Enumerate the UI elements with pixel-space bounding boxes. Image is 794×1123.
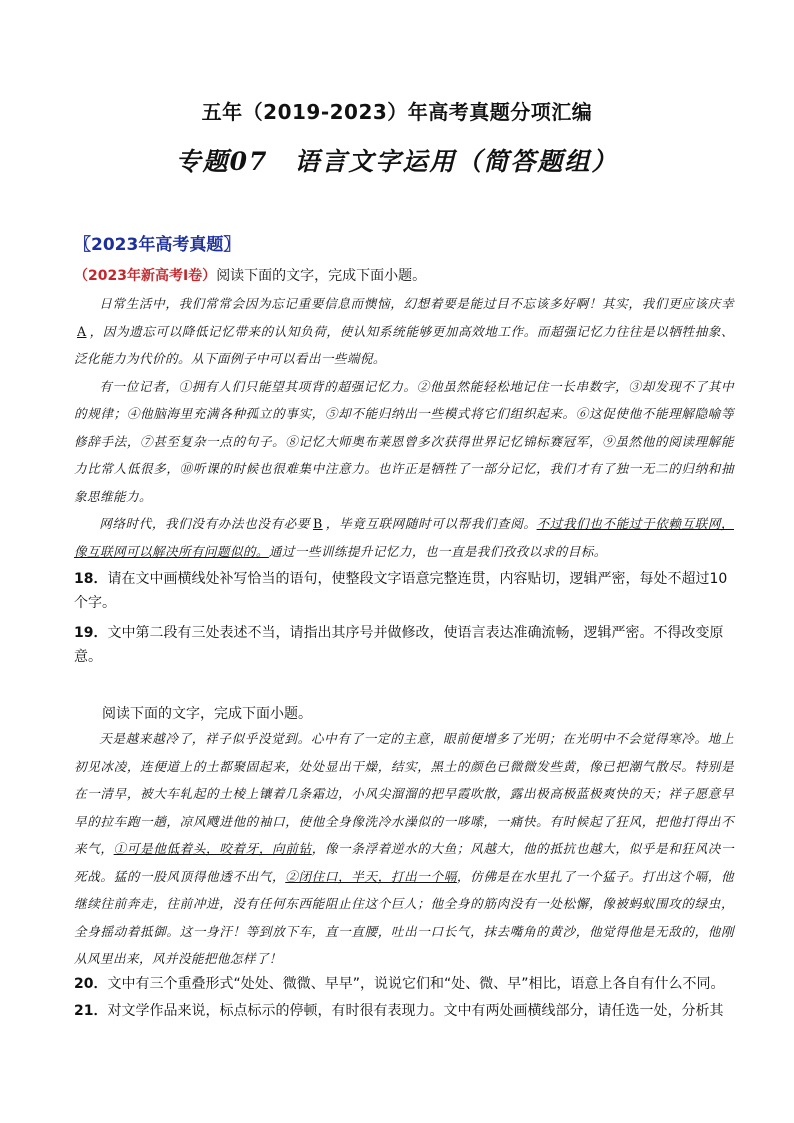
question-20 (74, 972, 734, 996)
question-text: 文中有三个重叠形式“处处、微微、早早”，说说它们和“处、微、早”相比，语意上各自有什么不同。 (107, 976, 725, 992)
question-number: 21． (74, 1003, 108, 1019)
question-19 (74, 621, 734, 669)
question-text: 对文学作品来说，标点标示的停顿，有时很有表现力。文中有两处画横线部分，请任选一处，分析其 (107, 1003, 724, 1019)
question-text: 请在文中画横线处补写恰当的语句，使整段文字语意完整连贯，内容贴切，逻辑严密，每处不超过10个字。 (74, 571, 728, 611)
passage1 (74, 290, 734, 565)
underlined-sentence: 不过我们也不能过于依赖互联网，像互联网可以解决所有问题似的。 (74, 516, 734, 559)
exam-source: （2023年新高考Ⅰ卷） (74, 268, 217, 284)
p-text-a: 天是越来越冷了，祥子似乎没觉到。心中有了一定的主意，眼前便增多了光明；在光明中不会觉得寒冷。地上初见冰凌，连便道上的土都聚固起来，处处显出干燥，结实，黑土的颜色已微微发些黄，像已把潮气散尽。特别是在一清早，被大车轧起的土棱上镶着几条霜边，小风尖溜溜的把早霞吹散，露出极高极蓝极爽快的天；祥子愿意早早的拉车跑一趟，凉风飕进他的袖口，使他全身像洗冷水澡似的一哆嗦，一痛快。有时候起了狂风，把他打得出不来气， (74, 731, 734, 856)
blank-a: A (77, 323, 87, 339)
topic-name: 语言文字运用（简答题组） (294, 147, 619, 176)
topic-number: 专题07 (175, 147, 269, 176)
passage1-paragraph-2: 有一位记者，①拥有人们只能望其项背的超强记忆力。②他虽然能轻松地记住一长串数字，③却发现不了其中的规律；④他脑海里充满各种孤立的事实，⑤却不能归纳出一些模式将它们组织起来。⑥这促使他不能理解隐喻等修辞手法，⑦甚至复杂一点的句子。⑧记忆大师奥布莱恩曾多次获得世界记忆锦标赛冠军，⑨虽然他的阅读理解能力比常人低很多，⑩听课的时候也很难集中注意力。也许正是牺牲了一部分记忆，我们才有了独一无二的归纳和抽象思维能力。 (74, 378, 734, 504)
p1-text-a: 日常生活中，我们常常会因为忘记重要信息而懊恼，幻想着要是能过目不忘该多好啊！其实，我们更应该庆幸 (99, 296, 734, 311)
question-number: 18． (74, 571, 108, 587)
question-text: 文中第二段有三处表述不当，请指出其序号并做修改，使语言表达准确流畅，逻辑严密。不得改变原意。 (74, 625, 724, 665)
p3-text-a: 网络时代，我们没有办法也没有必要 (99, 516, 310, 531)
question-number: 20． (74, 976, 108, 992)
collection-title: 五年（2019-2023）年高考真题分项汇编 (201, 100, 593, 124)
passage1-paragraph-1 (74, 290, 734, 373)
blank-b: B (312, 516, 323, 531)
passage1-intro (74, 266, 734, 286)
topic-title (0, 142, 794, 178)
p-text-c: ，仿佛是在水里扎了一个猛子。打出这个嗝，他继续往前奔走，往前冲进，没有任何东西能阻止住这个巨人；他全身的筋肉没有一处松懈，像被蚂蚁围攻的绿虫，全身摇动着抵御。这一身汗！等到放下车，直一直腰，吐出一口长气，抹去嘴角的黄沙，他觉得他是无敌的，他刚从风里出来，风并没能把他怎样了！ (74, 868, 734, 966)
passage2-instruction: 阅读下面的文字，完成下面小题。 (102, 706, 312, 722)
underlined-part-2: ②闭住口，半天，打出一个嗝 (285, 868, 457, 884)
p1-text-b: ，因为遗忘可以降低记忆带来的认知负荷，使认知系统能够更加高效地工作。而超强记忆力往往是以牺牲抽象、泛化能力为代价的。从下面例子中可以看出一些端倪。 (74, 323, 734, 366)
passage2-paragraph (74, 725, 734, 973)
question-number: 19． (74, 625, 108, 641)
underlined-part-1: ①可是他低着头，咬着牙，向前钻 (113, 841, 312, 856)
passage1-instruction: 阅读下面的文字，完成下面小题。 (216, 268, 427, 284)
passage1-paragraph-3 (74, 510, 734, 565)
section-heading: 〖2023年高考真题〗 (74, 235, 241, 255)
p-text-b: ，像一条浮着逆水的大鱼；风越大，他的抵抗也越大，似乎是和狂风决一死战。猛的一股风顶得他透不出气， (74, 841, 735, 884)
p3-text-c: 通过一些训练提升记忆力，也一直是我们孜孜以求的目标。 (268, 543, 607, 559)
question-21 (74, 999, 734, 1023)
question-18 (74, 567, 734, 615)
passage2 (74, 725, 734, 973)
p3-text-b: ，毕竟互联网随时可以帮我们查阅。 (325, 516, 537, 531)
